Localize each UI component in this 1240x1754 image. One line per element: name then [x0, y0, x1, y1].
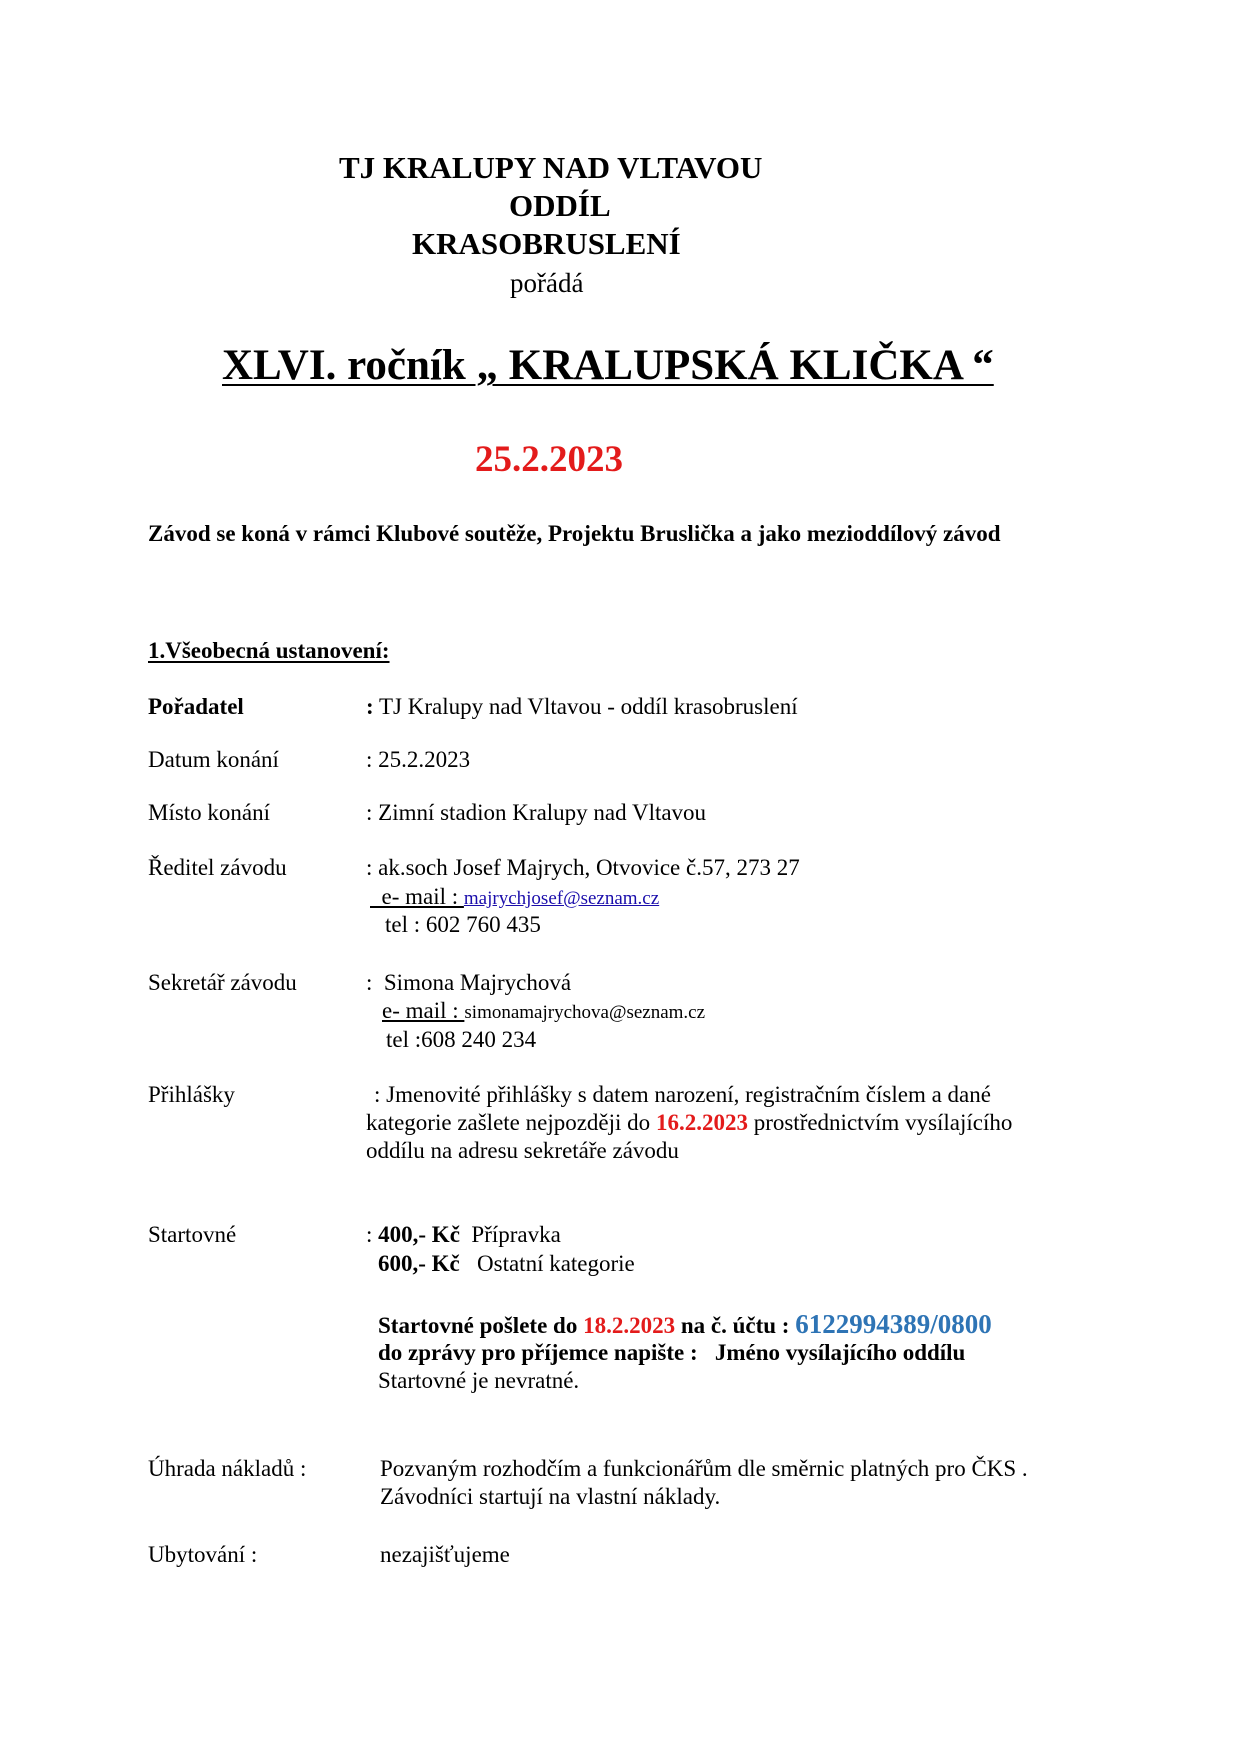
fee-nonrefundable: Startovné je nevratné. — [378, 1368, 580, 1393]
accommodation-label: Ubytování : — [148, 1542, 258, 1567]
payment-line: Startovné pošlete do 18.2.2023 na č. účtu : 6122994389/0800 — [378, 1309, 992, 1339]
place-value: : Zimní stadion Kralupy nad Vltavou — [366, 800, 707, 825]
account-number: 6122994389/0800 — [795, 1309, 992, 1339]
org-name: TJ KRALUPY NAD VLTAVOU — [339, 150, 763, 185]
date-held-label: Datum konání — [148, 747, 279, 772]
registration-deadline: 16.2.2023 — [655, 1110, 748, 1135]
org-unit: ODDÍL — [509, 188, 611, 223]
secretary-value: : Simona Majrychová — [366, 970, 572, 995]
event-date: 25.2.2023 — [475, 439, 623, 480]
secretary-phone: tel :608 240 234 — [386, 1027, 537, 1052]
director-value: : ak.soch Josef Majrych, Otvovice č.57, 273 27 — [366, 855, 800, 880]
costs-line1: Pozvaným rozhodčím a funkcionářům dle směrnic platných pro ČKS . — [380, 1456, 1028, 1481]
organizer-label: Pořadatel — [148, 694, 244, 719]
payment-deadline: 18.2.2023 — [583, 1313, 676, 1338]
event-title: XLVI. ročník „ KRALUPSKÁ KLIČKA “ — [222, 342, 994, 389]
secretary-email-row: e- mail : simonamajrychova@seznam.cz — [382, 998, 706, 1023]
date-held-value: : 25.2.2023 — [366, 747, 471, 772]
fee-row-1: : 400,- Kč Přípravka — [366, 1222, 561, 1247]
registration-label: Přihlášky — [148, 1082, 235, 1107]
org-section: KRASOBRUSLENÍ — [412, 226, 681, 261]
accommodation-value: nezajišťujeme — [380, 1542, 510, 1567]
event-intro: Závod se koná v rámci Klubové soutěže, Projektu Bruslička a jako mezioddílový závod — [148, 521, 1001, 546]
director-label: Ředitel závodu — [148, 855, 287, 880]
org-verb: pořádá — [510, 268, 584, 298]
director-email-link[interactable]: majrychjosef@seznam.cz — [463, 888, 660, 909]
registration-line3: oddílu na adresu sekretáře závodu — [366, 1138, 679, 1163]
payment-note: do zprávy pro příjemce napište : Jméno vysílajícího oddílu — [378, 1340, 966, 1365]
costs-label: Úhrada nákladů : — [148, 1456, 307, 1481]
director-email-row: e- mail : majrychjosef@seznam.cz — [370, 884, 660, 909]
director-phone: tel : 602 760 435 — [385, 912, 541, 937]
fee-label: Startovné — [148, 1222, 237, 1247]
registration-line1: : Jmenovité přihlášky s datem narození, registračním číslem a dané — [374, 1082, 991, 1107]
organizer-value: : TJ Kralupy nad Vltavou - oddíl krasobruslení — [366, 694, 798, 719]
secretary-email: simonamajrychova@seznam.cz — [464, 1002, 706, 1023]
costs-line2: Závodníci startují na vlastní náklady. — [380, 1484, 721, 1509]
fee-row-2: 600,- Kč Ostatní kategorie — [378, 1251, 635, 1276]
section-heading: 1.Všeobecná ustanovení: — [148, 638, 390, 663]
place-label: Místo konání — [148, 800, 271, 825]
secretary-label: Sekretář závodu — [148, 970, 297, 995]
registration-line2: kategorie zašlete nejpozději do 16.2.2023 prostřednictvím vysílajícího — [366, 1110, 1013, 1135]
